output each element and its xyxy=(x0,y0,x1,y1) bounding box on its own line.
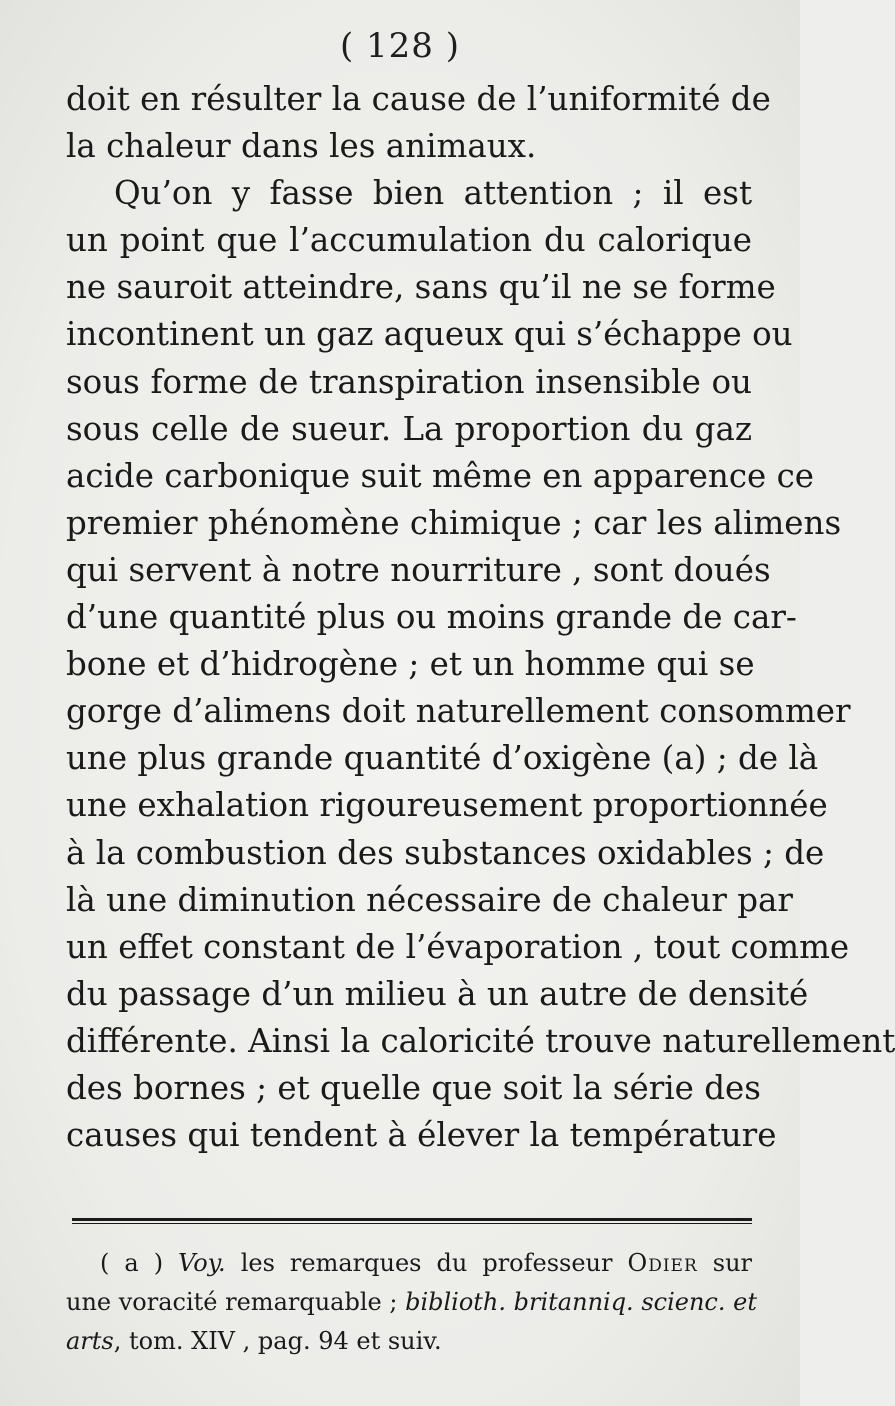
footnote-divider xyxy=(72,1218,752,1224)
text-line: une plus grande quantité d’oxigène (a) ; de là xyxy=(66,739,819,778)
text-line: une exhalation rigoureusement proportionnée xyxy=(66,786,828,825)
text-line: un effet constant de l’évaporation , tout comme xyxy=(66,927,850,966)
page-number: ( 128 ) xyxy=(339,26,461,66)
text-line: différente. Ainsi la caloricité trouve naturellement xyxy=(66,1021,895,1060)
text-line: là une diminution nécessaire de chaleur par xyxy=(66,880,793,919)
text-line: premier phénomène chimique ; car les alimens xyxy=(66,503,842,542)
text-line: sous forme de transpiration insensible ou xyxy=(66,362,752,401)
footnote-line xyxy=(66,1322,752,1361)
footnote-reference: arts xyxy=(66,1327,114,1355)
text-line: un point que l’accumulation du calorique xyxy=(66,221,752,260)
text-line: du passage d’un milieu à un autre de densité xyxy=(66,974,809,1013)
footnote-text: les remarques du professeur xyxy=(240,1249,613,1277)
footnote-marker: ( a ) xyxy=(100,1249,164,1277)
text-line: causes qui tendent à élever la température xyxy=(66,1116,777,1155)
footnote-author: Odier xyxy=(627,1249,698,1277)
footnote xyxy=(66,1244,757,1361)
text-line: acide carbonique suit même en apparence ce xyxy=(66,456,815,495)
text-line: ne sauroit atteindre, sans qu’il ne se forme xyxy=(66,268,776,307)
footnote-text: , tom. XIV , pag. 94 et suiv. xyxy=(113,1327,442,1355)
text-line: sous celle de sueur. La proportion du gaz xyxy=(66,409,752,448)
text-line: bone et d’hidrogène ; et un homme qui se xyxy=(66,645,755,684)
text-line: incontinent un gaz aqueux qui s’échappe ou xyxy=(66,315,793,354)
text-line: à la combustion des substances oxidables ; de xyxy=(66,833,825,872)
footnote-voy: Voy. xyxy=(178,1249,226,1277)
main-text xyxy=(66,76,895,1159)
text-line: doit en résulter la cause de l’uniformité de xyxy=(66,80,771,118)
text-line: la chaleur dans les animaux. xyxy=(66,127,537,166)
footnote-line xyxy=(66,1244,752,1283)
text-line: Qu’on y fasse bien attention ; il est xyxy=(114,174,752,213)
footnote-text: sur xyxy=(712,1249,753,1277)
text-line: des bornes ; et quelle que soit la série des xyxy=(66,1068,761,1107)
text-line: qui servent à notre nourriture , sont doués xyxy=(66,550,771,589)
footnote-line xyxy=(66,1283,757,1322)
text-line: d’une quantité plus ou moins grande de car- xyxy=(66,598,797,637)
footnote-reference: biblioth. britanniq. scienc. et xyxy=(405,1288,757,1316)
text-line: gorge d’alimens doit naturellement consommer xyxy=(66,692,851,731)
footnote-text: une voracité remarquable ; xyxy=(66,1288,398,1316)
